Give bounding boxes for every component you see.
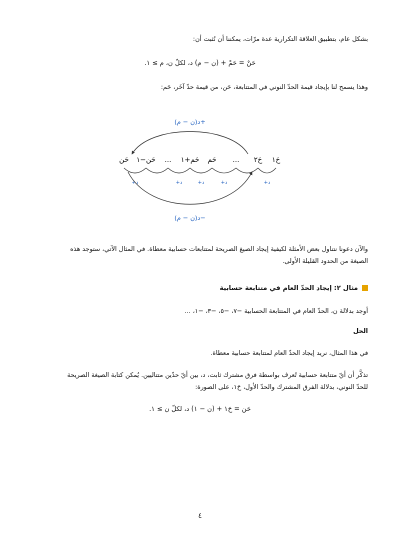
step-label: +د xyxy=(263,180,271,186)
step-arc xyxy=(146,168,168,173)
paragraph-line: للحدّ النوني، بدلالة الفرق المشترك والحدّ الأول، حَ١، على الصورة: xyxy=(195,383,368,391)
term-an1: حَن−١ xyxy=(136,156,156,164)
term-am: حَم xyxy=(207,156,217,164)
paragraph-line: في هذا المثال، نريد إيجاد الحدّ العام لمتتابعة حسابية معطاة. xyxy=(210,349,368,357)
paragraph-line: الصيغة من الحدود القليلة الأولى. xyxy=(282,257,368,265)
example-question: أوجد بدلالة ن، الحدّ العام في المتتابعة الحسابية −٧، −٥، −٣، −١، ... xyxy=(184,307,368,315)
step-arc xyxy=(190,168,212,173)
example-bullet-icon xyxy=(362,285,368,291)
step-label: +د xyxy=(197,180,205,186)
top-arc xyxy=(132,132,248,155)
paragraph-line: تذكَّر أن أيّ متتابعة حسابية تُعرف بواسطة فرق مشترك ثابت، د، بين أيّ حدّين متتاليين. يُمكن كتابة الصيغة الصريحة xyxy=(67,371,368,379)
sequence-diagram xyxy=(0,110,400,230)
equation-explicit: حَن = حَ١ + (ن − ١) د، لكلّ ن ≥ ١. xyxy=(149,405,251,413)
equation-general: حَنْ = حَمْ + (ن − م) د، لكلّ ن، م ≥ ١. xyxy=(144,59,256,67)
top-arc-label: (ن − م)د+ xyxy=(174,118,206,126)
step-label: +د xyxy=(220,180,228,186)
step-label: +د xyxy=(131,180,139,186)
example-heading xyxy=(220,284,368,292)
term-a2: حَ٢ xyxy=(253,156,263,164)
solution-heading: الحل xyxy=(353,327,368,335)
step-arc xyxy=(236,168,258,173)
bottom-arc-label: (ن − م)د− xyxy=(174,214,206,222)
paragraph-line: وهذا يسمح لنا بإيجاد قيمة الحدّ النوني في المتتابعة، حَن، من قيمة حدّ آخَر، حَم: xyxy=(160,83,368,91)
ellipsis-2: ... xyxy=(164,156,172,164)
step-arc xyxy=(124,168,146,173)
term-a1: حَ١ xyxy=(271,156,281,164)
step-label: +د xyxy=(175,180,183,186)
term-am1: حَم+١ xyxy=(180,156,200,164)
page-number: ٤ xyxy=(198,512,202,520)
step-arc xyxy=(258,168,276,173)
step-arc xyxy=(212,168,236,173)
paragraph-line: بشكل عام، بتطبيق العلاقة التكرارية عدة مرّات، يمكننا أن نُثبت أن: xyxy=(192,35,368,43)
ellipsis-1: ... xyxy=(232,156,240,164)
term-an: حَن xyxy=(119,156,129,164)
bottom-arc xyxy=(128,172,252,204)
step-arc xyxy=(168,168,190,173)
example-title: مثال ٢: إيجاد الحدّ العام في متتابعة حسابية xyxy=(219,284,358,292)
paragraph-line: والآن دعونا نتناول بعض الأمثلة لكيفية إيجاد الصيغ الصريحة لمتتابعات حسابية معطاة. في المثال الآتي، ستوجد هذه xyxy=(70,245,368,253)
